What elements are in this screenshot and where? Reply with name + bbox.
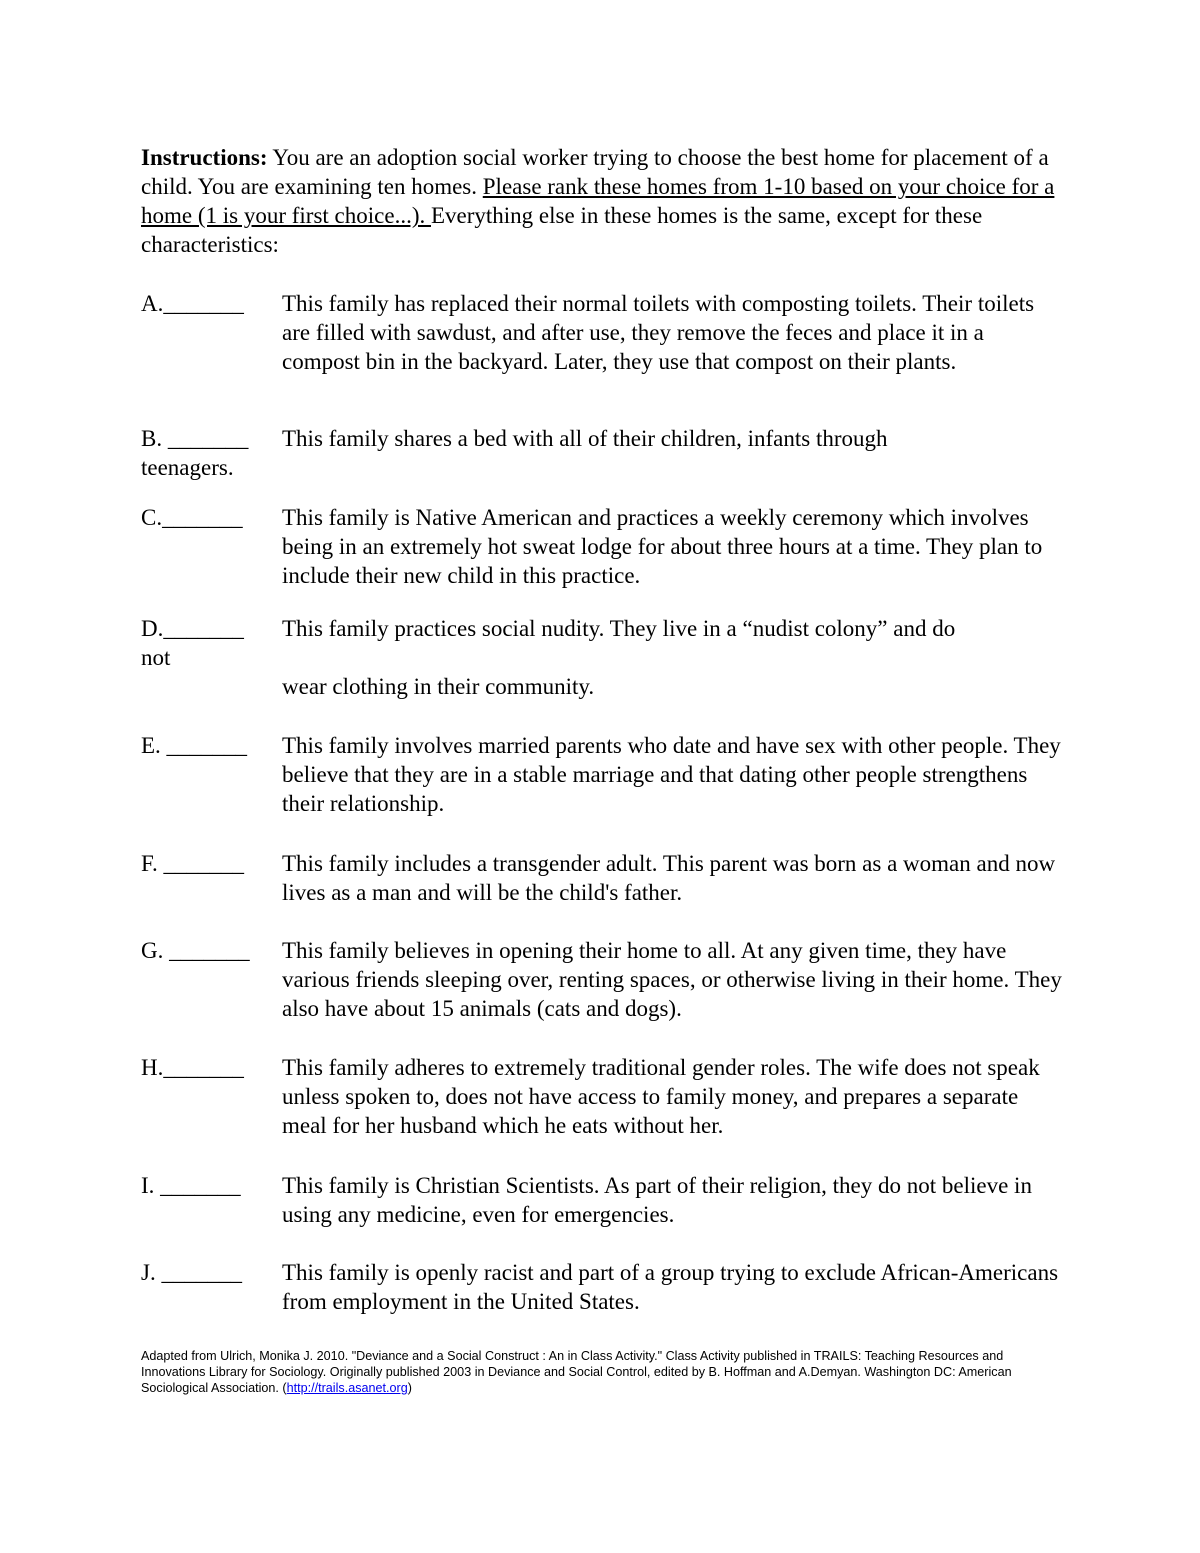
citation-footer <box>141 1348 1071 1396</box>
item-letter-blank[interactable]: B. _______ <box>141 426 249 451</box>
item-letter-blank[interactable]: E. _______ <box>141 733 248 758</box>
item-description: This family has replaced their normal toilets with composting toilets. Their toilets are filled with sawdust, and after use, they remove the feces and place it in a compost bin in the backyard. Later, they use that compost on their plants. <box>282 291 1035 374</box>
item-description: This family involves married parents who date and have sex with other people. They believe that they are in a stable marriage and that dating other people strengthens their relationship. <box>282 733 1061 816</box>
item-description: This family practices social nudity. They live in a “nudist colony” and do <box>282 616 956 641</box>
item-letter-blank[interactable]: F. _______ <box>141 851 244 876</box>
item-description: This family includes a transgender adult. This parent was born as a woman and now lives as a man and will be the child's father. <box>282 851 1056 905</box>
item-description-continued: wear clothing in their community. <box>282 674 595 699</box>
item-description: This family believes in opening their home to all. At any given time, they have various friends sleeping over, renting spaces, or otherwise living in their home. They also have about 15 animals (cats and dogs). <box>282 938 1062 1021</box>
item-letter-blank[interactable]: H._______ <box>141 1055 244 1080</box>
item-description: This family is Native American and practices a weekly ceremony which involves being in an extremely hot sweat lodge for about three hours at a time. They plan to include their new child in this practice. <box>282 505 1043 588</box>
item-letter-blank[interactable]: I. _______ <box>141 1173 241 1198</box>
item-letter-blank[interactable]: A._______ <box>141 291 244 316</box>
item-description-wrap: not <box>141 645 171 670</box>
instructions-paragraph <box>141 143 1066 259</box>
instructions-label: Instructions: <box>141 145 268 170</box>
item-description: This family is Christian Scientists. As part of their religion, they do not believe in using any medicine, even for emergencies. <box>282 1173 1032 1227</box>
item-description-wrap: teenagers. <box>141 455 234 480</box>
trails-link[interactable]: http://trails.asanet.org <box>286 1381 408 1395</box>
item-description: This family is openly racist and part of a group trying to exclude African-Americans from employment in the United States. <box>282 1260 1059 1314</box>
citation-text: Adapted from Ulrich, Monika J. 2010. "Deviance and a Social Construct : An in Class Activity." Class Activity published in TRAILS: Teaching Resources and Innovations Library for Sociology. Originally published 2003 in Deviance and Social Control, edited by B. Hoffman and A.Demyan. Washington DC: American Sociological Association. ( <box>141 1349 1012 1395</box>
instructions-text-1: You are an adoption social worker trying to choose the best home for placement of a child. You are examining ten homes. <box>141 145 1049 199</box>
item-description: This family adheres to extremely traditional gender roles. The wife does not speak unless spoken to, does not have access to family money, and prepares a separate meal for her husband which he eats without her. <box>282 1055 1040 1138</box>
item-letter-blank[interactable]: G. _______ <box>141 938 250 963</box>
citation-close: ) <box>407 1381 412 1395</box>
instructions-text-2: Everything else in these homes is the same, except for these characteristics: <box>141 203 983 257</box>
item-description: This family shares a bed with all of their children, infants through <box>282 426 888 451</box>
item-letter-blank[interactable]: C._______ <box>141 505 243 530</box>
item-letter-blank[interactable]: J. _______ <box>141 1260 242 1285</box>
instructions-underlined-text: Please rank these homes from 1-10 based on your choice for a home (1 is your first choice...). <box>141 174 1055 228</box>
item-letter-blank[interactable]: D._______ <box>141 616 244 641</box>
